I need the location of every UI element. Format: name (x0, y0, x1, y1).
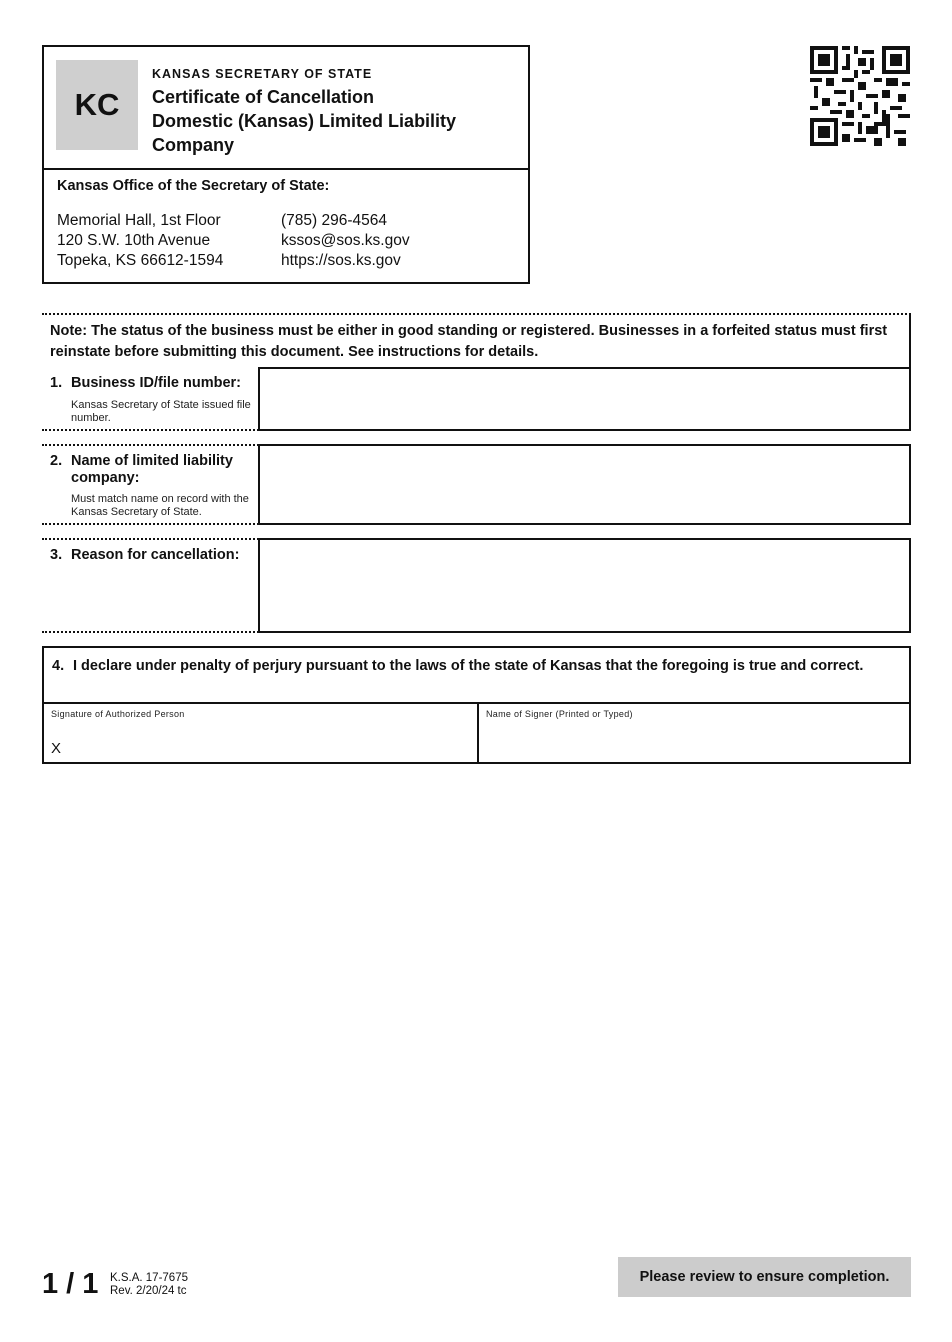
signature-caption: Signature of Authorized Person (51, 709, 185, 719)
contact-website[interactable]: https://sos.ks.gov (281, 252, 401, 269)
statute-info (110, 1272, 188, 1298)
form-code-badge: KC (56, 60, 138, 150)
field-row-reason (42, 538, 911, 633)
field-label-area (42, 369, 259, 431)
contact-email[interactable]: kssos@sos.ks.gov (281, 232, 410, 249)
field-hint: Kansas Secretary of State issued file number. (71, 399, 251, 424)
form-title (152, 85, 512, 157)
field-label: Business ID/file number: (71, 375, 242, 391)
agency-name: KANSAS SECRETARY OF STATE (152, 67, 373, 81)
llc-name-input[interactable] (258, 444, 911, 525)
address-line-3: Topeka, KS 66612-1594 (57, 252, 224, 269)
field-number: 1. (50, 375, 63, 391)
field-number: 3. (50, 547, 63, 563)
status-note: Note: The status of the business must be either in good standing or registered. Businesses in a forfeited status must first reinstate before submitting this document. See instructions for details. (42, 313, 911, 369)
field-row-llc-name (42, 444, 911, 525)
page-number: 1 / 1 (42, 1268, 99, 1300)
declaration-number: 4. (52, 658, 65, 674)
office-label: Kansas Office of the Secretary of State: (57, 178, 330, 194)
declaration-text: I declare under penalty of perjury pursuant to the laws of the state of Kansas that the foregoing is true and correct. (73, 658, 864, 674)
address-line-1: Memorial Hall, 1st Floor (57, 212, 221, 229)
address-line-2: 120 S.W. 10th Avenue (57, 232, 211, 249)
signature-x-mark: X (51, 740, 62, 757)
review-completion-button[interactable]: Please review to ensure completion. (618, 1257, 911, 1297)
statute-reference: K.S.A. 17-7675 (110, 1272, 188, 1284)
declaration-box (42, 646, 911, 764)
field-hint: Must match name on record with the Kansas Secretary of State. (71, 493, 249, 518)
qr-code-icon (810, 46, 910, 146)
field-label-area (42, 444, 259, 525)
form-title-line-1: Certificate of Cancellation (152, 87, 375, 107)
revision-date: Rev. 2/20/24 tc (110, 1285, 187, 1297)
signer-caption: Name of Signer (Printed or Typed) (486, 709, 633, 719)
header-box (42, 45, 530, 284)
field-row-business-id (42, 369, 911, 431)
field-label: Reason for cancellation: (71, 547, 240, 563)
header-title-section (44, 47, 528, 170)
field-number: 2. (50, 453, 63, 469)
form-title-line-2: Domestic (Kansas) Limited Liability (152, 111, 457, 131)
signature-field[interactable] (44, 704, 479, 764)
office-address (57, 211, 223, 271)
form-title-line-3: Company (152, 135, 235, 155)
field-label-area (42, 538, 259, 633)
reason-input[interactable] (258, 538, 911, 633)
office-contact (281, 211, 410, 271)
business-id-input[interactable] (258, 367, 911, 431)
signature-row (44, 702, 909, 764)
contact-phone: (785) 296-4564 (281, 212, 387, 229)
field-label: Name of limited liability company: (71, 453, 233, 486)
signer-name-field[interactable] (479, 704, 909, 764)
